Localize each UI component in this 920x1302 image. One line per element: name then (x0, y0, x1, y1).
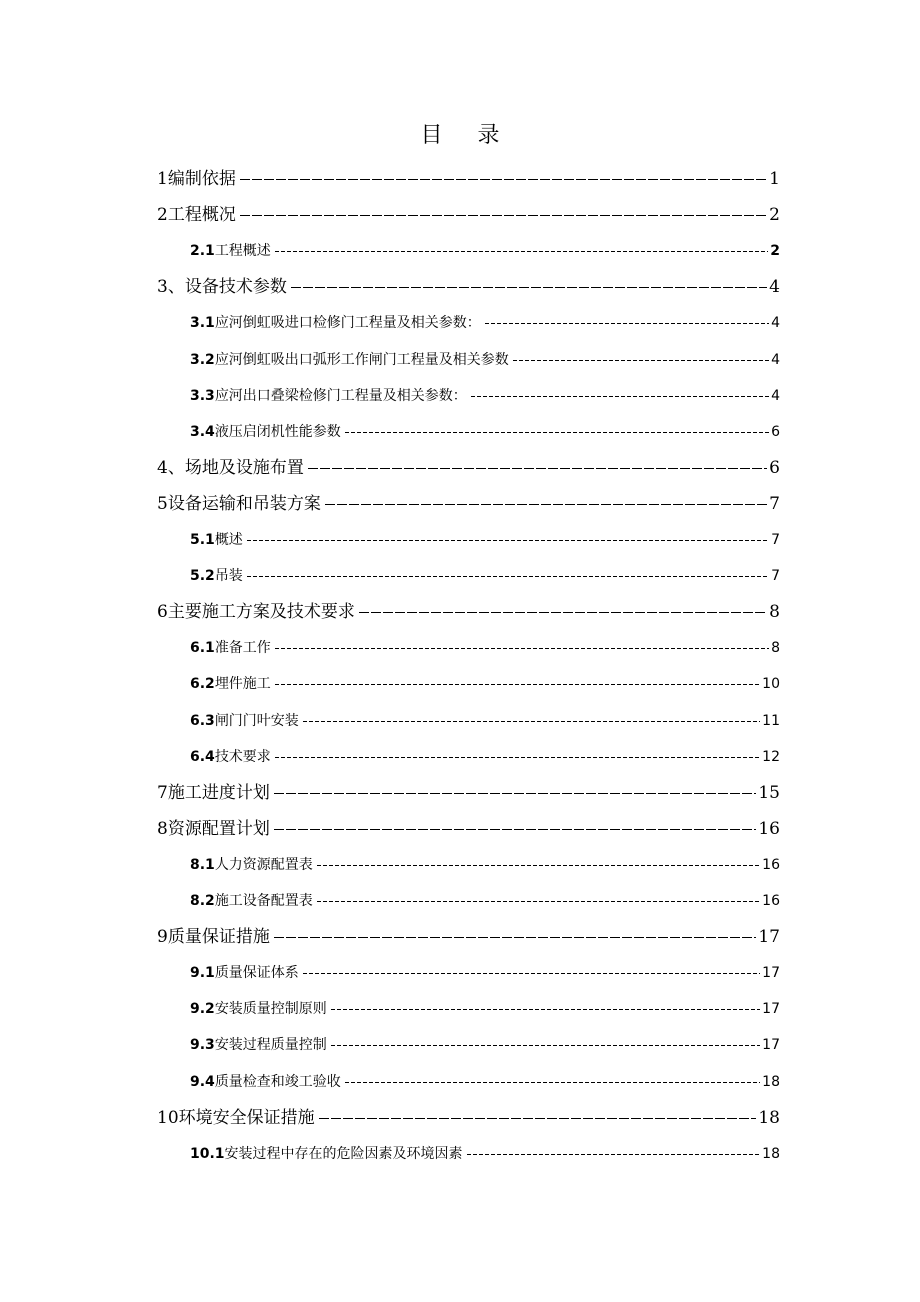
toc-entry[interactable] (190, 743, 780, 771)
toc-entry[interactable] (157, 779, 780, 807)
toc-entry-page-number: 16 (762, 856, 780, 873)
toc-entry[interactable] (157, 815, 780, 843)
toc-dot-leader (240, 174, 767, 184)
toc-entry-number: 6.4 (190, 748, 215, 765)
toc-entry-number: 3.1 (190, 315, 215, 332)
toc-entry[interactable] (190, 959, 780, 987)
toc-entry-label: 概述 (214, 532, 243, 548)
toc-entry-page-number: 12 (762, 748, 780, 765)
toc-entry-number: 8.2 (190, 893, 215, 909)
toc-entry-label: 质量检查和竣工验收 (214, 1073, 341, 1090)
toc-entry[interactable] (190, 418, 780, 446)
toc-title: 目 录 (420, 123, 514, 148)
toc-entry-number: 9.2 (190, 1001, 215, 1018)
toc-entry-page-number: 6 (771, 423, 780, 440)
toc-entry[interactable] (190, 851, 780, 879)
toc-dot-leader (485, 318, 769, 328)
toc-dot-leader (303, 968, 760, 978)
toc-dot-leader (331, 1040, 760, 1050)
toc-entry[interactable] (190, 887, 780, 915)
toc-entry-label: 主要施工方案及技术要求 (167, 602, 355, 623)
toc-dot-leader (303, 716, 760, 726)
toc-entry-page-number: 18 (762, 1073, 780, 1090)
toc-entry-number: 4 (157, 457, 168, 478)
toc-entry-page-number: 18 (758, 1107, 780, 1128)
toc-entry-label: 、设备技术参数 (167, 277, 287, 298)
toc-entry[interactable] (190, 382, 780, 410)
toc-dot-leader (319, 1113, 757, 1123)
toc-entry-number: 9.3 (190, 1037, 215, 1054)
toc-dot-leader (359, 607, 767, 617)
toc-entry[interactable] (157, 454, 780, 482)
toc-dot-leader (275, 246, 768, 256)
toc-entry-page-number: 4 (771, 351, 780, 368)
toc-dot-leader (317, 896, 760, 906)
toc-dot-leader (291, 282, 767, 292)
toc-entry-label: 资源配置计划 (167, 818, 270, 839)
toc-entry-label: 质量保证措施 (167, 927, 270, 948)
toc-entry-label: 准备工作 (214, 640, 271, 657)
toc-entry[interactable] (190, 1068, 780, 1096)
toc-entry[interactable] (190, 634, 780, 662)
toc-entry-page-number: 15 (758, 782, 780, 803)
toc-entry-page-number: 17 (762, 1037, 780, 1054)
toc-entry-page-number: 6 (769, 457, 780, 478)
toc-entry-page-number: 8 (769, 602, 780, 623)
toc-dot-leader (240, 210, 767, 220)
toc-entry[interactable] (157, 165, 780, 193)
toc-dot-leader (247, 571, 769, 581)
toc-dot-leader (275, 643, 769, 653)
toc-entry[interactable] (190, 670, 780, 698)
toc-entry-label: 吊装 (214, 568, 243, 585)
toc-entry-number: 7 (157, 782, 168, 803)
toc-entry-label: 应河倒虹吸出口弧形工作闸门工程量及相关参数 (214, 351, 509, 368)
toc-dot-leader (513, 355, 769, 365)
toc-dot-leader (345, 1077, 760, 1087)
toc-dot-leader (274, 932, 757, 942)
toc-dot-leader (274, 788, 757, 798)
toc-entry-label: 工程概况 (167, 205, 236, 226)
toc-entry-number: 6.2 (190, 676, 215, 693)
toc-entry-page-number: 7 (769, 493, 780, 514)
toc-entry-number: 3.2 (190, 351, 215, 368)
toc-entry-number: 9.4 (190, 1073, 215, 1090)
toc-dot-leader (345, 427, 769, 437)
toc-entry-page-number: 17 (758, 927, 780, 948)
toc-entry-page-number: 4 (771, 387, 780, 404)
toc-entry-page-number: 1 (769, 169, 780, 189)
toc-entry-number: 9.1 (190, 965, 215, 982)
toc-entry-label: 安装过程中存在的危险因素及环境因素 (224, 1145, 463, 1162)
toc-entry[interactable] (190, 1031, 780, 1059)
toc-entry-page-number: 10 (762, 676, 780, 693)
toc-entry[interactable] (190, 309, 780, 337)
toc-entry-page-number: 7 (771, 532, 780, 548)
toc-entry-number: 8.1 (190, 856, 215, 873)
toc-entry-number: 8 (157, 818, 168, 839)
toc-entry-label: 施工进度计划 (167, 782, 270, 803)
toc-entry-label: 闸门门叶安装 (214, 712, 299, 729)
toc-entry[interactable] (190, 707, 780, 735)
toc-dot-leader (274, 824, 757, 834)
toc-entry-number: 2 (157, 205, 168, 226)
toc-entry[interactable] (190, 526, 780, 554)
toc-entry[interactable] (157, 1104, 780, 1132)
toc-entry-page-number: 17 (762, 1001, 780, 1018)
toc-entry-page-number: 4 (771, 315, 780, 332)
toc-entry-number: 3.4 (190, 423, 215, 440)
toc-entry-number: 5.2 (190, 568, 215, 585)
toc-dot-leader (325, 499, 767, 509)
toc-entry-number: 6.3 (190, 712, 215, 729)
toc-entry-label: 、场地及设施布置 (167, 457, 304, 478)
toc-entry[interactable] (157, 490, 780, 518)
toc-entry[interactable] (157, 923, 780, 951)
toc-entry-label: 施工设备配置表 (214, 893, 313, 909)
toc-entry[interactable] (190, 995, 780, 1023)
toc-entry-label: 环境安全保证措施 (178, 1107, 315, 1128)
toc-entry-number: 3 (157, 277, 168, 298)
toc-entry-page-number: 8 (771, 640, 780, 657)
toc-entry-label: 设备运输和吊装方案 (167, 493, 321, 514)
toc-entry[interactable] (190, 237, 780, 265)
toc-entry-number: 3.3 (190, 387, 215, 404)
toc-entry-label: 质量保证体系 (214, 965, 299, 982)
toc-entry[interactable] (157, 273, 780, 301)
toc-entry-number: 9 (157, 927, 168, 948)
toc-dot-leader (331, 1004, 760, 1014)
toc-entry[interactable] (157, 598, 780, 626)
toc-entry-number: 6 (157, 602, 168, 623)
toc-entry-number: 2.1 (190, 243, 215, 260)
toc-entry-page-number: 11 (762, 712, 780, 729)
toc-entry-number: 10 (157, 1107, 179, 1128)
toc-dot-leader (275, 679, 760, 689)
toc-entry-number: 5.1 (190, 532, 215, 548)
toc-entry-label: 应河倒虹吸进口检修门工程量及相关参数： (214, 315, 481, 332)
toc-entry-label: 人力资源配置表 (214, 856, 313, 873)
toc-entry-page-number: 7 (771, 568, 780, 585)
toc-dot-leader (275, 752, 760, 762)
toc-entry-label: 液压启闭机性能参数 (214, 423, 341, 440)
toc-dot-leader (467, 1149, 761, 1159)
toc-entry[interactable] (157, 201, 780, 229)
toc-entry[interactable] (190, 346, 780, 374)
toc-entry-label: 工程概述 (214, 243, 271, 260)
toc-entry-page-number: 16 (762, 893, 780, 909)
toc-entry-label: 埋件施工 (214, 676, 271, 693)
toc-entry-label: 安装过程质量控制 (214, 1037, 327, 1054)
toc-entry-label: 技术要求 (214, 748, 271, 765)
toc-dot-leader (471, 391, 769, 401)
toc-entry-number: 5 (157, 493, 168, 514)
toc-entry-page-number: 2 (770, 243, 780, 260)
toc-entry[interactable] (190, 562, 780, 590)
toc-entry-page-number: 16 (758, 818, 780, 839)
toc-entry-page-number: 18 (762, 1145, 780, 1162)
toc-entry-number: 6.1 (190, 640, 215, 657)
toc-entry-label: 应河出口叠梁检修门工程量及相关参数： (214, 387, 467, 404)
toc-dot-leader (247, 535, 769, 545)
toc-entry-number: 10.1 (190, 1145, 225, 1162)
toc-entry-label: 安装质量控制原则 (214, 1001, 327, 1018)
toc-dot-leader (308, 463, 767, 473)
toc-entry-number: 1 (157, 169, 168, 189)
toc-entry-page-number: 4 (769, 277, 780, 298)
toc-entry-page-number: 17 (762, 965, 780, 982)
toc-entry-page-number: 2 (769, 205, 780, 226)
toc-entry-label: 编制依据 (167, 169, 236, 189)
toc-dot-leader (317, 860, 760, 870)
toc-entry[interactable] (190, 1140, 780, 1168)
